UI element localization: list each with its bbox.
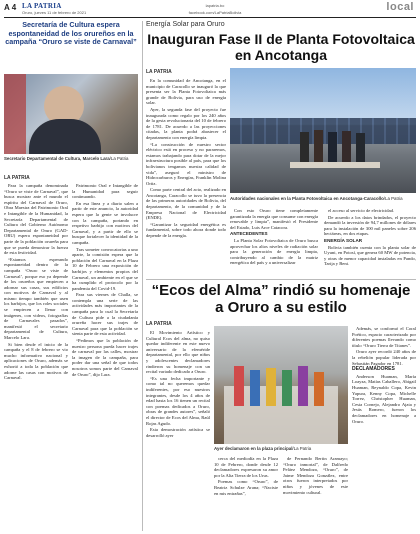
story-divider bbox=[146, 279, 416, 280]
solar-kicker: Energía Solar para Oruro bbox=[146, 21, 225, 28]
paragraph: “Pedimos que la población de nuestro persona pueda hacer trajes de carnaval por las calles, mostrar la imagen de la campaña, para poder dar una señal de que todos nosotros somos parte del Carnaval de Oruro”, dijo Lara. bbox=[72, 338, 138, 377]
paragraph: Anderson Huaman, María Loayza, Matías Caballero, Abigail Huaman, Reynaldo Copa, Kevin Yapura, Kenny Copa, Michelle Torrez, Christopher Huaman, Cesia Cornejo, Alejandro Ajata y Jesús Romero, fueron los declamadores en homenaje a Oruro. bbox=[352, 373, 416, 424]
paragraph: En esa línea y a diario salen a partir de este anuncio, la autoridad espera que la gente se involucre con la campaña, portando en respetivo barbijo con motivos del Carnaval, y a partir de ello se busque fortalecer la identidad de la campaña. bbox=[72, 200, 138, 245]
subhead-declamadores: DECLAMADORES bbox=[352, 366, 395, 373]
solar-headline: Inauguran Fase II de Planta Fotovoltaica en Ancotanga bbox=[147, 31, 415, 63]
paragraph: Además, se conformó el Coral Poético, espacio caracterizado por diferentes poemas llevando como título “Oruro Tierra de Titanes”. bbox=[352, 326, 416, 348]
paragraph: Ayer, la segunda fase del proyecto fue inaugurada como regalo por los 240 años de la gesta revolucionaria del 10 de febrero de 1781. De acuerdo a las proyecciones citadas, la planta podrá abastecer el departamento con energía limpia. bbox=[146, 106, 226, 140]
paragraph: “La construcción de nuestro sector eléctrico está en proceso y no pararemos, estamos trabajando para dotar de la mejor infraestructura posible al país, para que los bolivianos tengamos nuestra calidad de vida”, aseguró el ministro de Hidrocarburos y Energías, Franklin Molina Ortiz. bbox=[146, 141, 226, 186]
solar-byline: LA PATRIA bbox=[146, 69, 172, 75]
solar-col1 bbox=[146, 78, 226, 239]
paragraph: Patrimonio Oral e Intangible de la Humanidad para seguir continuando. bbox=[72, 183, 138, 200]
left-story-col2 bbox=[72, 183, 138, 531]
paragraph: “Garantizar la seguridad energética es fundamental, sobre todo ahora donde todo depende de la energía. bbox=[146, 221, 226, 239]
declamation-photo bbox=[214, 326, 348, 444]
website-link[interactable]: lapatria.bo bbox=[205, 3, 225, 8]
ecos-byline: LA PATRIA bbox=[146, 321, 172, 327]
ecos-col2 bbox=[214, 456, 278, 531]
paragraph: Para la campaña denominada “Oruro se viste de Carnaval”, que busca mostrar ante el mundo el espíritu del Carnaval de Oruro, Obra Maestra del Patrimonio Oral e Intangible de la Humanidad, la Secretaría Departamental de Cultura del Gobierno Autónomo Departamental de Oruro (GAD-ORU) espera espontaneidad por parte de la población orureña para que se pueda demostrar la fuerza de esta festividad. bbox=[4, 183, 68, 256]
ecos-col3 bbox=[283, 456, 348, 531]
newspaper-logo: LA PATRIA bbox=[22, 2, 62, 10]
left-story-col1 bbox=[4, 183, 68, 531]
left-caption-credit: /La Patria bbox=[109, 156, 129, 161]
paragraph: el acceso al servicio de electricidad. bbox=[328, 208, 395, 213]
secretary-photo bbox=[4, 74, 138, 154]
solar-col2 bbox=[230, 208, 318, 276]
column-divider bbox=[142, 21, 143, 531]
paragraph: De acuerdo a los datos brindados, el proyecto demandó la inversión de 94,7 millones de dólares para la instalación de 300 mil paneles sobre 206 hectáreas, en dos etapas. bbox=[324, 214, 416, 237]
paragraph: Oruro ayer recordó 240 años de la rebelión popular liderada por Sebastián Pagador en 1781. bbox=[352, 349, 416, 366]
paragraph: Con esto Oruro tiene completamente garantizada la energía que consume con energía renovable y limpia”, manifestó el Presidente del Estado, Luis Arce Catacora. bbox=[230, 208, 318, 230]
solar-caption-credit: /La Patria bbox=[383, 196, 403, 201]
ecos-headline: “Ecos del Alma” rindió su homenaje a Oruro a su estilo bbox=[151, 282, 411, 316]
facebook-link[interactable]: facebook.com/LaPatriaBolivia bbox=[188, 10, 242, 15]
paragraph: cerca del mediodía en la Plaza 10 de Febrero, donde desde 12 declamadores expresaron su amor por la Alta Tierra de los Urus. bbox=[214, 456, 278, 478]
paragraph: de Fernando Bertin Aramayo; “Oruro inmortal”, de Dalfredo Peláez Mendoza, “Oruro”, de Jaime Mendoza González, entre otros fueron interpretados por niños y jóvenes de este movimiento cultural. bbox=[283, 456, 348, 495]
ecos-col4 bbox=[352, 326, 416, 531]
paragraph: Poemas como “Oruro”, de Beatriz Schulze Arana; “Naciste en mis entrañas”, bbox=[214, 479, 278, 496]
left-story-headline: Secretaría de Cultura espera espontaneidad de los orureños en la campaña “Oruro se viste de Carnaval” bbox=[5, 20, 137, 47]
paragraph: Tras someter convocatorias a uno aparte, la comisión espera que la población del Carnaval en la Plaza 10 de Febrero una exposición de barbijos y elementos propios del Carnaval, un ambiente en el que se ha cumplido el protocolo por la pandemia del Covid-19. bbox=[72, 246, 138, 291]
paragraph: “Es una fecha importante y como tal no queremos quedar indiferentes, por eso nuestros integrantes, desde los 4 años de edad hasta los 16 tienen un recital con poemas dedicados a Oruro, obras de grandes autores”, señaló el director de Ecos del Alma, Raúl Rojas Agudo. bbox=[146, 375, 210, 426]
solar-col3 bbox=[324, 208, 416, 276]
paragraph: Si bien desde el inicio de la campaña y el 8 de febrero se vio mucho informativo nacional y aplicaciones de Oruro, además se exhortó a toda la población que adorne las casas con motivos de Carnaval. bbox=[4, 341, 68, 381]
left-byline: LA PATRIA bbox=[4, 175, 30, 181]
solar-plant-photo bbox=[230, 68, 416, 193]
left-story-caption bbox=[4, 156, 138, 161]
solar-caption-bold: Autoridades nacionales en la Planta Fotovoltaica en Ancotanga-Caracollo bbox=[230, 196, 384, 201]
paragraph: El Movimiento Artístico y Cultural Ecos del alma, no quiso quedar indiferente en este nuevo aniversario de la efeméride departamental, por ello que niños y adolescentes declamadores rindieron su homenaje con un recital variado dedicado a Oruro. bbox=[146, 330, 210, 375]
header-rule bbox=[4, 17, 416, 18]
ecos-caption-bold: Ayer declamaron en la plaza principal bbox=[214, 446, 293, 451]
section-label: local bbox=[386, 1, 414, 13]
paragraph: Como parte central del acto, realizado en Ancotanga, Caracollo se tuvo la presencia de las primeras autoridades de Bolivia, del departamento, de la comunidad y de la Empresa Nacional de Electricidad (ENDE). bbox=[146, 187, 226, 221]
paragraph: Bolivia también cuenta con la planta solar de Uyuni, en Potosí, que genera 60 MW de potencia, y otras de menor capacidad instaladas en Pando, Tarija y Beni. bbox=[324, 244, 416, 267]
left-caption-bold: Secretario Departamental de Cultura, Marcelo Lara bbox=[4, 156, 110, 161]
page-number: A 4 bbox=[4, 3, 17, 12]
paragraph: Para sus viernes de Challa, se contempla una serie de las actividades más importantes de la campaña para lo cual la Secretaría de Cultura pide a la ciudadanía orureña hacer sus trajes de Carnaval para que la población se sienta parte de esta actividad. bbox=[72, 292, 138, 337]
paragraph: En la comunidad de Ancotanga, en el municipio de Caracollo se inauguró la que presenta ser la Planta Fotovoltaica más grande de Bolivia, para uso de energía solar. bbox=[146, 78, 226, 106]
ecos-col1 bbox=[146, 330, 210, 530]
paragraph: “Estamos esperando espontaneidad dentro de la campaña ‘Oruro se viste de Carnaval’, porque eso ya depende de los orureños que empiecen a adornar sus casas, sus edificios con motivos de Carnaval y al mismo tiempo también que usen los barbijos, que los roles sociales se empiecen a llenar con imágenes, con videos, fotografías de Carnavales pasados”, manifestó el secretario departamental de Cultura, Marcelo Lara. bbox=[4, 256, 68, 341]
issue-date: Oruro, jueves 11 de febrero de 2021 bbox=[22, 10, 87, 15]
paragraph: Esta demostración artística se desarrolló ayer bbox=[146, 427, 210, 438]
solar-caption bbox=[230, 196, 416, 201]
ecos-caption bbox=[214, 446, 348, 451]
paragraph: La Planta Solar Fotovoltaica de Oruro busca aprovechar los altos niveles de radiación solar para la generación de energía limpia, contribuyendo al cambio de la matriz energética del país y a universalizar bbox=[230, 237, 318, 266]
subhead-antecedentes: ANTECEDENTES bbox=[230, 231, 268, 237]
ecos-caption-credit: /La Patria bbox=[292, 446, 312, 451]
subhead-energia-solar: ENERGÍA SOLAR bbox=[324, 237, 363, 243]
